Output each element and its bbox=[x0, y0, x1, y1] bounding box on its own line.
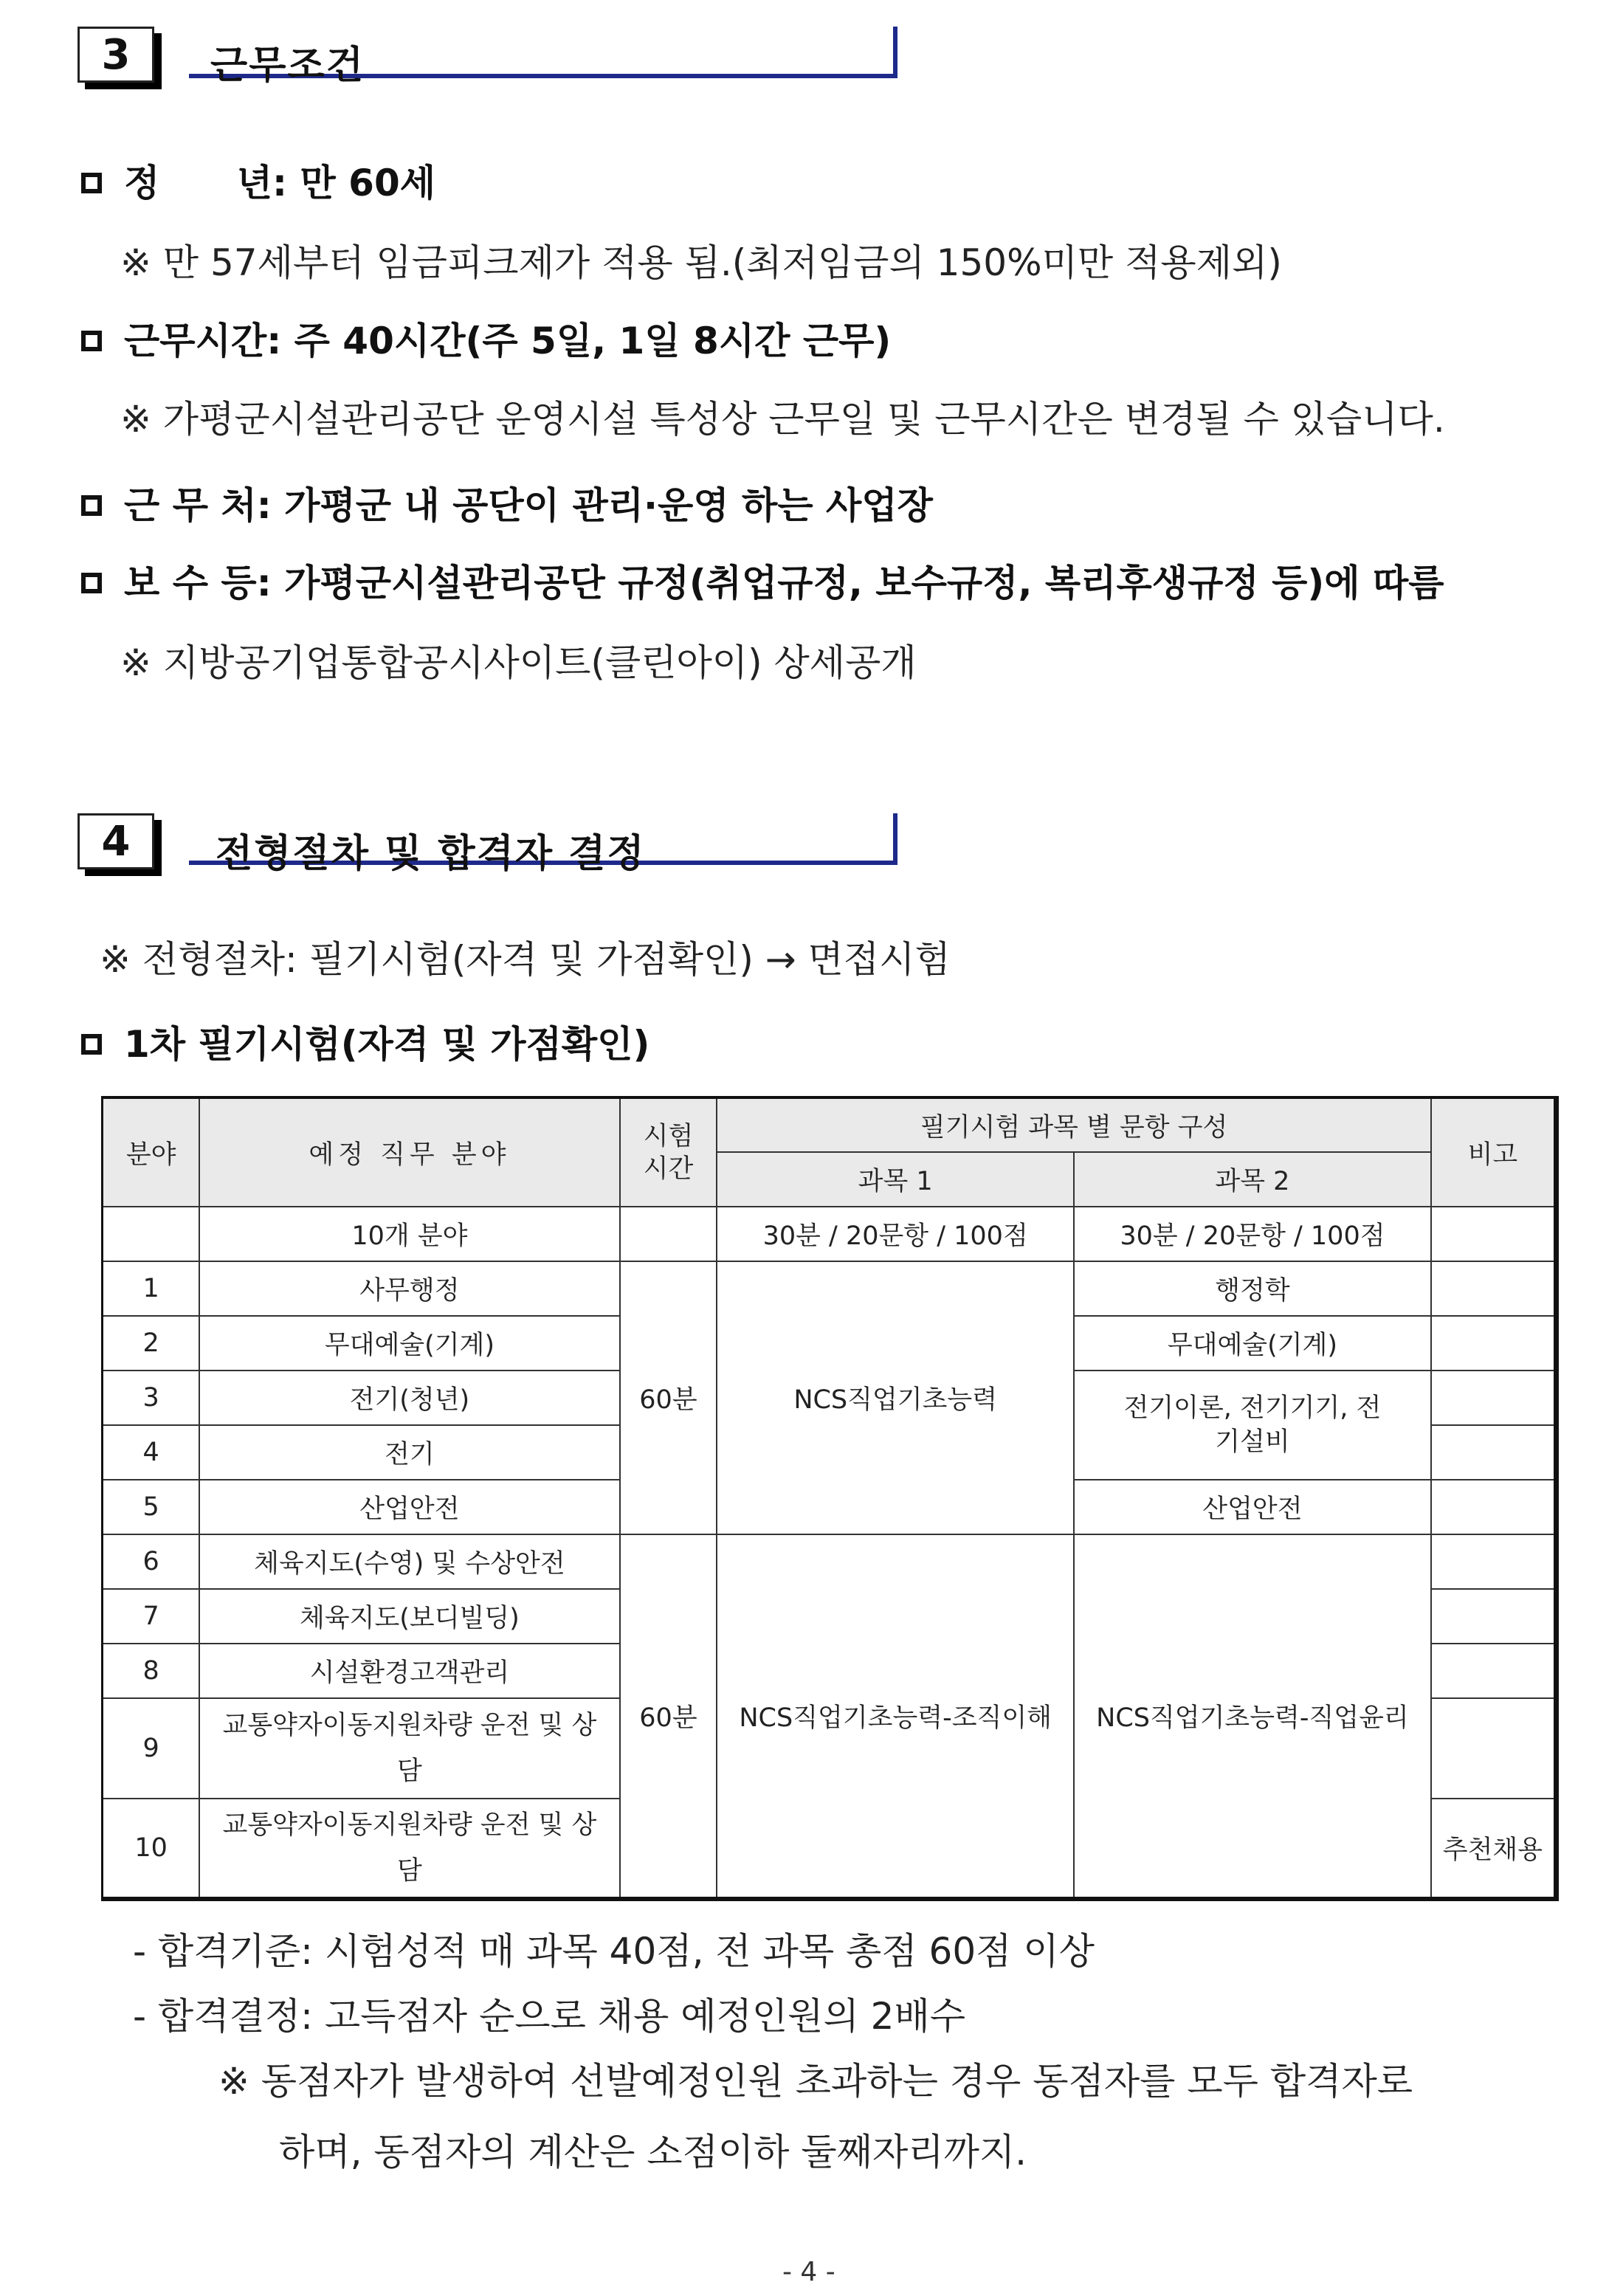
item-compensation-text: 보 수 등: 가평군시설관리공단 규정(취업규정, 보수규정, 복리후생규정 등)에 따름 bbox=[124, 562, 1444, 604]
note-wage-peak: ※ 만 57세부터 임금피크제가 적용 됨.(최저임금의 150%미만 적용제외) bbox=[120, 241, 1282, 284]
row-no: 6 bbox=[103, 1534, 200, 1589]
item-working-hours-text: 근무시간: 주 40시간(주 5일, 1일 8시간 근무) bbox=[124, 320, 892, 362]
item-workplace-text: 근 무 처: 가평군 내 공단이 관리·운영 하는 사업장 bbox=[124, 484, 933, 527]
group1-time: 60분 bbox=[620, 1261, 717, 1534]
page-number: - 4 - bbox=[782, 2257, 835, 2287]
row-job: 교통약자이동지원차량 운전 및 상담 bbox=[199, 1799, 619, 1899]
item-retirement bbox=[81, 154, 435, 207]
item-workplace bbox=[81, 476, 933, 529]
row-no: 5 bbox=[103, 1480, 200, 1534]
table-row bbox=[103, 1261, 1557, 1316]
header-subject-1: 과목 1 bbox=[717, 1152, 1074, 1207]
checkbox-square-icon bbox=[81, 495, 102, 516]
row-no: 3 bbox=[103, 1371, 200, 1425]
section-3-number: 3 bbox=[77, 27, 154, 83]
summary-subject-1: 30분 / 20문항 / 100점 bbox=[717, 1207, 1074, 1261]
row-job: 전기(청년) bbox=[199, 1371, 619, 1425]
row-no: 7 bbox=[103, 1589, 200, 1644]
row-remark: 추천채용 bbox=[1431, 1799, 1557, 1899]
summary-subject-2: 30분 / 20문항 / 100점 bbox=[1074, 1207, 1431, 1261]
header-subject-2: 과목 2 bbox=[1074, 1152, 1431, 1207]
criteria-pass: - 합격기준: 시험성적 매 과목 40점, 전 과목 총점 60점 이상 bbox=[133, 1930, 1095, 1973]
checkbox-square-icon bbox=[81, 573, 102, 593]
header-time: 시험 시간 bbox=[620, 1097, 717, 1207]
exam-table bbox=[101, 1096, 1559, 1901]
note-cleaneye: ※ 지방공기업통합공시사이트(클린아이) 상세공개 bbox=[120, 641, 917, 684]
header-remark: 비고 bbox=[1431, 1097, 1557, 1207]
row-job: 사무행정 bbox=[199, 1261, 619, 1316]
header-field: 분야 bbox=[103, 1097, 200, 1207]
row-job: 체육지도(보디빌딩) bbox=[199, 1589, 619, 1644]
item-compensation bbox=[81, 554, 1444, 607]
row-job: 산업안전 bbox=[199, 1480, 619, 1534]
row-job: 체육지도(수영) 및 수상안전 bbox=[199, 1534, 619, 1589]
row-remark bbox=[1431, 1316, 1557, 1371]
row-job: 무대예술(기계) bbox=[199, 1316, 619, 1371]
row-remark bbox=[1431, 1480, 1557, 1534]
row-remark bbox=[1431, 1698, 1557, 1799]
row-remark bbox=[1431, 1534, 1557, 1589]
row-remark bbox=[1431, 1425, 1557, 1480]
checkbox-square-icon bbox=[81, 331, 102, 351]
row-no: 4 bbox=[103, 1425, 200, 1480]
row-remark bbox=[1431, 1261, 1557, 1316]
tie-note-line1: ※ 동점자가 발생하여 선발예정인원 초과하는 경우 동점자를 모두 합격자로 bbox=[218, 2060, 1413, 2103]
group1-subject-2: 산업안전 bbox=[1074, 1480, 1431, 1534]
item-retirement-text: 정 년: 만 60세 bbox=[124, 162, 436, 204]
group2-time: 60분 bbox=[620, 1534, 717, 1899]
section-3-title: 근무조건 bbox=[210, 44, 365, 88]
subheading-written-exam-text: 1차 필기시험(자격 및 가점확인) bbox=[124, 1023, 650, 1066]
row-remark bbox=[1431, 1644, 1557, 1698]
summary-count: 10개 분야 bbox=[199, 1207, 619, 1261]
group2-subject-2: NCS직업기초능력-직업윤리 bbox=[1074, 1534, 1431, 1899]
row-no: 10 bbox=[103, 1799, 200, 1899]
header-composition: 필기시험 과목 별 문항 구성 bbox=[717, 1097, 1431, 1152]
summary-remark-blank bbox=[1431, 1207, 1557, 1261]
row-job: 전기 bbox=[199, 1425, 619, 1480]
section-4-title: 전형절차 및 합격자 결정 bbox=[216, 832, 646, 876]
checkbox-square-icon bbox=[81, 1034, 102, 1055]
summary-blank bbox=[103, 1207, 200, 1261]
row-remark bbox=[1431, 1589, 1557, 1644]
row-job: 시설환경고객관리 bbox=[199, 1644, 619, 1698]
row-no: 8 bbox=[103, 1644, 200, 1698]
header-job: 예정 직무 분야 bbox=[199, 1097, 619, 1207]
process-note: ※ 전형절차: 필기시험(자격 및 가점확인) → 면접시험 bbox=[100, 938, 951, 981]
group1-subject-2: 행정학 bbox=[1074, 1261, 1431, 1316]
criteria-decision: - 합격결정: 고득점자 순으로 채용 예정인원의 2배수 bbox=[133, 1995, 966, 2038]
subheading-written-exam bbox=[81, 1015, 649, 1068]
summary-time-blank bbox=[620, 1207, 717, 1261]
item-working-hours bbox=[81, 311, 891, 365]
group1-subject-2: 전기이론, 전기기기, 전기설비 bbox=[1074, 1371, 1431, 1480]
note-working-hours: ※ 가평군시설관리공단 운영시설 특성상 근무일 및 근무시간은 변경될 수 있습니다. bbox=[120, 398, 1445, 441]
row-no: 1 bbox=[103, 1261, 200, 1316]
row-no: 2 bbox=[103, 1316, 200, 1371]
checkbox-square-icon bbox=[81, 173, 102, 193]
table-row bbox=[103, 1534, 1557, 1589]
group2-subject-1: NCS직업기초능력-조직이해 bbox=[717, 1534, 1074, 1899]
tie-note-line2: 하며, 동점자의 계산은 소점이하 둘째자리까지. bbox=[279, 2131, 1027, 2173]
section-4-number: 4 bbox=[77, 813, 154, 869]
group1-subject-2: 무대예술(기계) bbox=[1074, 1316, 1431, 1371]
row-no: 9 bbox=[103, 1698, 200, 1799]
row-remark bbox=[1431, 1371, 1557, 1425]
row-job: 교통약자이동지원차량 운전 및 상담 bbox=[199, 1698, 619, 1799]
group1-subject-1: NCS직업기초능력 bbox=[717, 1261, 1074, 1534]
